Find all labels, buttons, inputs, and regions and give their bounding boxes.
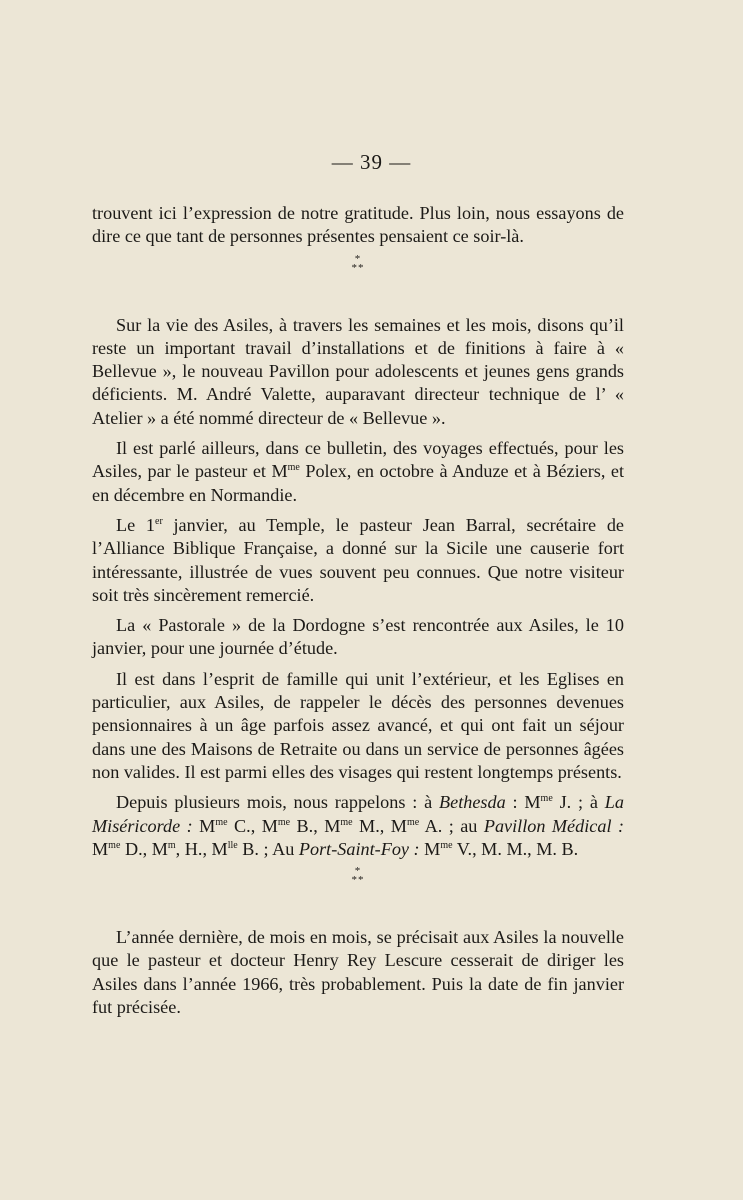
paragraph-voyages [92,437,624,507]
text-run: M., M [352,815,407,836]
asterism-separator-1 [92,252,624,314]
text-run: M [92,838,109,859]
italic-run: La Miséricorde : [92,792,624,836]
superscript: lle [227,839,238,851]
asterism-bottom: ** [351,874,365,887]
text-run: : M [505,792,541,813]
superscript: me [287,462,300,474]
superscript: me [440,839,453,851]
text-run: J. ; à [552,792,605,813]
paragraph-rappels [92,791,624,861]
text-run: C., M [227,815,278,836]
italic-run: Port-Saint-Foy : [298,838,420,859]
italic-run: Bethesda [439,792,506,813]
asterism-separator-2 [92,867,624,926]
page-number: — 39 — [331,150,412,174]
page-body [92,202,624,1019]
superscript: me [215,816,228,828]
paragraph-rey-lescure: L’année dernière, de mois en mois, se précisait aux Asiles la nouvelle que le pasteur et docteur Henry Rey Lescure cesserait de diriger les Asiles dans l’année 1966, très probablement. Puis la date de fin janvier fut précisée. [92,927,624,1018]
superscript: me [340,816,353,828]
superscript: me [277,816,291,828]
text-run: V., M. M., M. B. [452,838,579,859]
paragraph-gratitude: trouvent ici l’expression de notre gratitude. Plus loin, nous essayons de dire ce que tant de personnes présentes pensaient ce soir-là. [92,203,624,247]
paragraph-bellevue: Sur la vie des Asiles, à travers les semaines et les mois, disons qu’il reste un important travail d’installations et de finitions à faire à « Bellevue », le nouveau Pavillon pour adolescents et jeunes gens grands déficients. M. André Valette, auparavant directeur technique de l’ « Atelier » a été nommé directeur de « Bellevue ». [92,314,624,428]
text-run: M [192,815,216,836]
text-run: janvier, au Temple, le pasteur Jean Barral, secrétaire de l’Alliance Biblique Française, a donné sur la Sicile une causerie fort intéressante, illustrée de vues souvent peu connues. Que notre visiteur soit très sincèrement remercié. [92,514,624,605]
superscript: me [108,839,121,851]
text-run: Il est parlé ailleurs, dans ce bulletin, des voyages effectués, pour les Asiles, par le pasteur et M [92,438,624,482]
text-run: D., M [120,838,168,859]
superscript: er [155,515,163,527]
superscript: m [167,839,176,851]
text-run: Polex, en octobre à Anduze et à Béziers, et en décembre en Normandie. [92,461,624,505]
italic-run: Pavillon Médical : [483,815,625,836]
text-run: Depuis plusieurs mois, nous rappelons : à [116,792,440,813]
paragraph-barral [92,514,624,607]
superscript: me [406,816,420,828]
text-run: B. ; Au [237,838,299,859]
text-run: B., M [290,815,341,836]
text-run: , H., M [175,838,228,859]
paragraph-deces: Il est dans l’esprit de famille qui unit l’extérieur, et les Eglises en particulier, aux Asiles, de rappeler le décès des personnes devenues pensionnaires à un âge parfois assez avancé, et qui ont fait un séjour dans une des Maisons de Retraite ou dans un service de personnes âgées non valides. Il est parmi elles des visages qui restent longtemps présents. [92,668,624,782]
text-run: A. ; au [419,815,484,836]
asterism-top: * [354,252,362,265]
text-run: Le 1 [116,514,155,535]
superscript: me [540,793,553,805]
text-run: M [419,838,441,859]
asterism-bottom: ** [351,261,365,274]
asterism-top: * [354,865,362,878]
paragraph-pastorale: La « Pastorale » de la Dordogne s’est rencontrée aux Asiles, le 10 janvier, pour une journée d’étude. [92,615,624,659]
